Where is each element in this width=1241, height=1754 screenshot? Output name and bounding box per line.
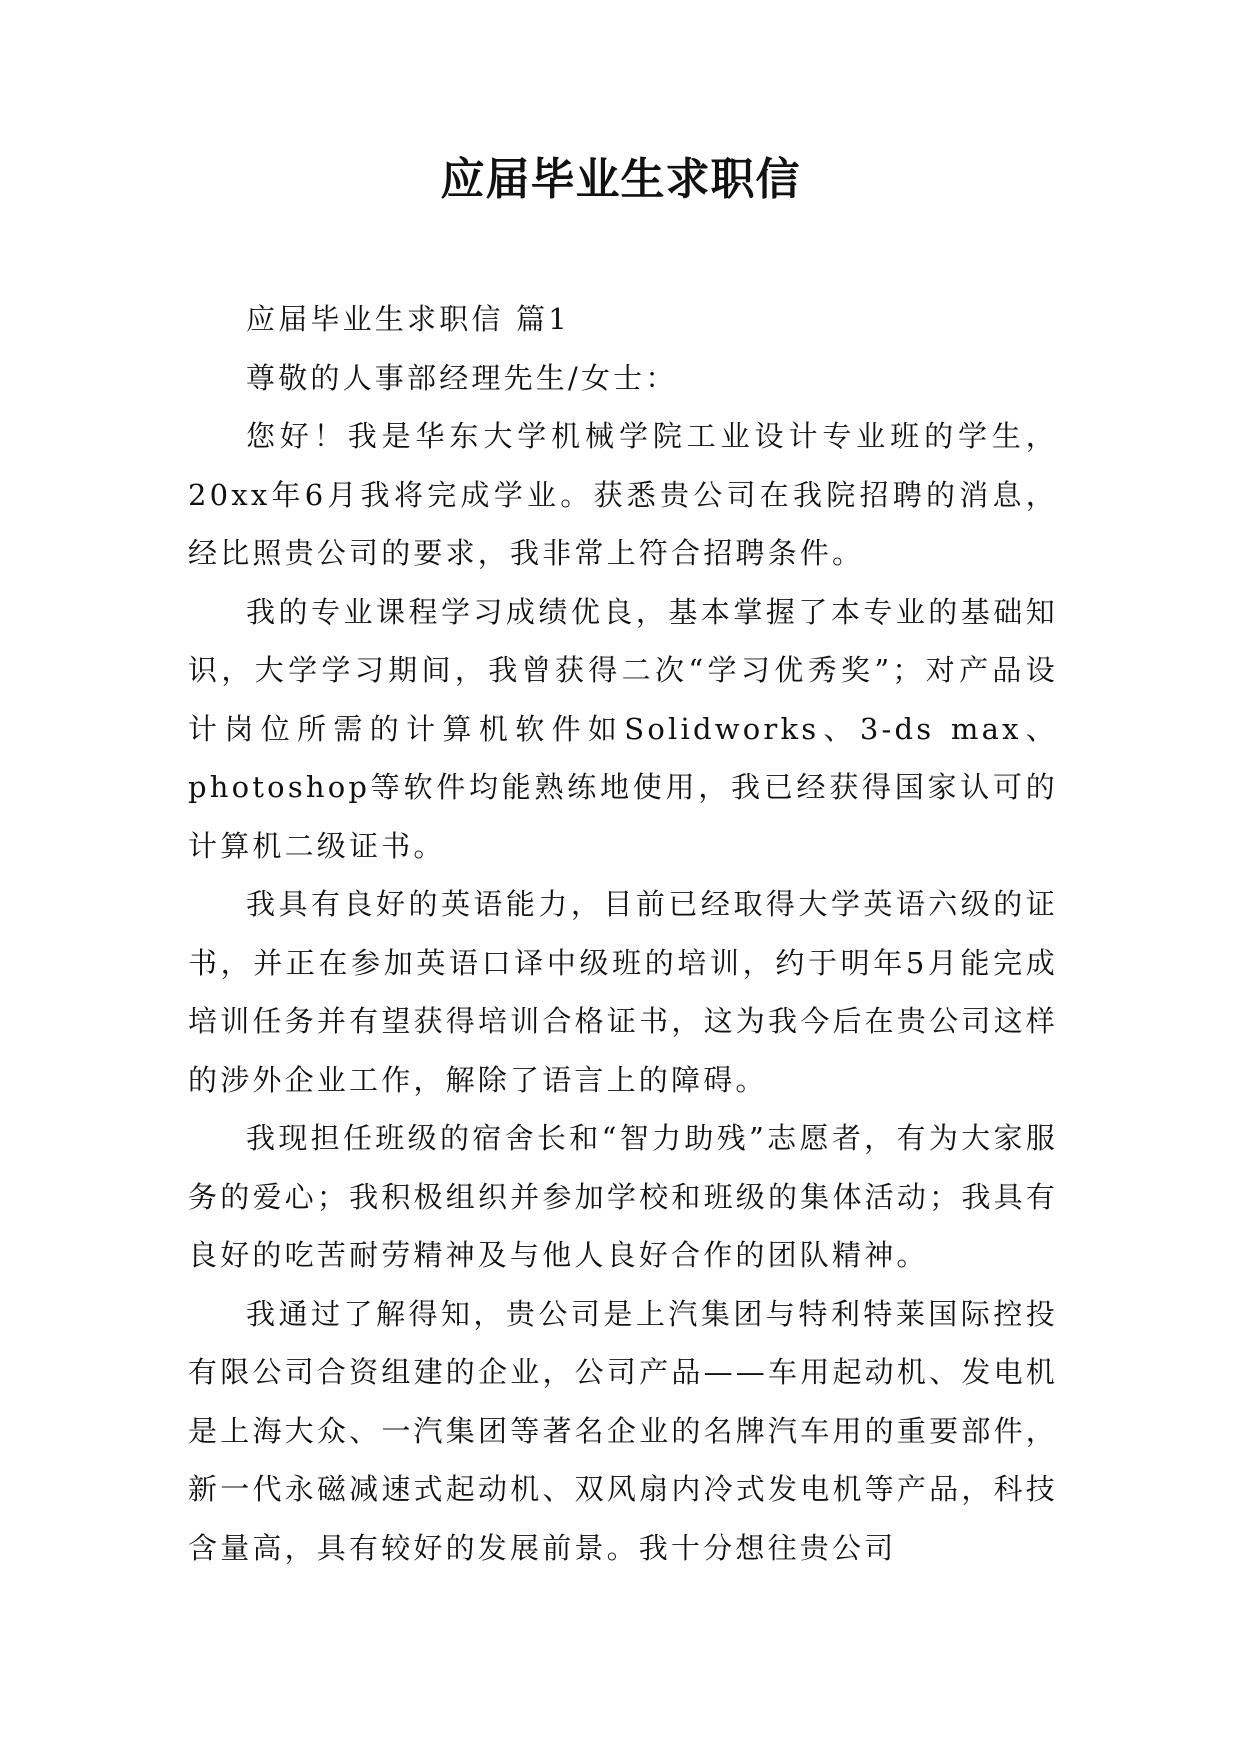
paragraph-company: 我通过了解得知，贵公司是上汽集团与特利特莱国际控投有限公司合资组建的企业，公司产品——车用起动机、发电机是上海大众、一汽集团等著名企业的名牌汽车用的重要部件，新一代永磁减速式起动机、双风扇内冷式发电机等产品，科技含量高，具有较好的发展前景。我十分想往贵公司 <box>188 1296 1058 1565</box>
paragraph-english: 我具有良好的英语能力，目前已经取得大学英语六级的证书，并正在参加英语口译中级班的培训，约于明年5月能完成培训任务并有望获得培训合格证书，这为我今后在贵公司这样的涉外企业工作，解除了语言上的障碍。 <box>188 887 1058 1097</box>
section-heading: 应届毕业生求职信 篇1 <box>246 302 570 336</box>
paragraph-academics: 我的专业课程学习成绩优良，基本掌握了本专业的基础知识，大学学习期间，我曾获得二次“学习优秀奖”；对产品设计岗位所需的计算机软件如Solidworks、3-ds max、photoshop等软件均能熟练地使用，我已经获得国家认可的计算机二级证书。 <box>188 594 1058 863</box>
paragraph-activities: 我现担任班级的宿舍长和“智力助残”志愿者，有为大家服务的爱心；我积极组织并参加学校和班级的集体活动；我具有良好的吃苦耐劳精神及与他人良好合作的团队精神。 <box>188 1121 1058 1272</box>
paragraph-greeting: 您好！我是华东大学机械学院工业设计专业班的学生，20xx年6月我将完成学业。获悉贵公司在我院招聘的消息，经比照贵公司的要求，我非常上符合招聘条件。 <box>188 419 1058 570</box>
document-body <box>188 290 1058 1577</box>
salutation: 尊敬的人事部经理先生/女士： <box>246 360 678 395</box>
document-title: 应届毕业生求职信 <box>440 154 801 205</box>
